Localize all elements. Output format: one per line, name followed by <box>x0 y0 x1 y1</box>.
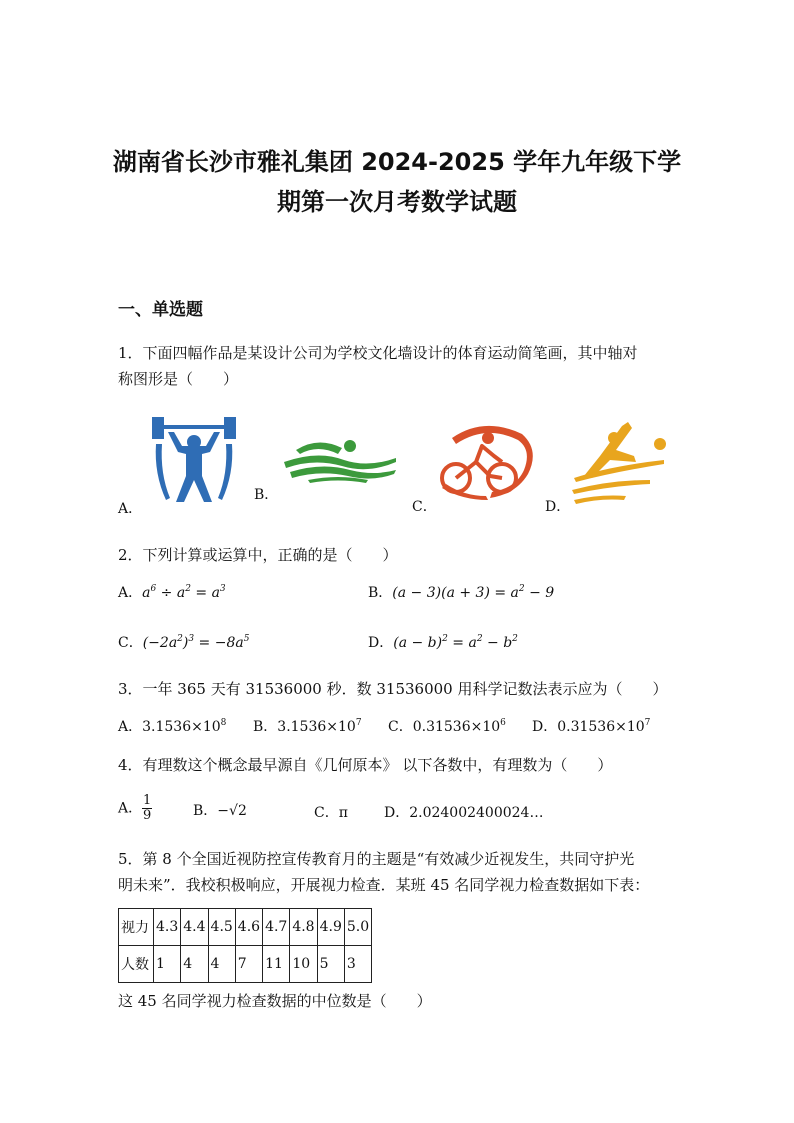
volleyball-player-icon <box>570 420 670 504</box>
q4-option-a <box>118 794 152 823</box>
table-row <box>119 909 372 946</box>
q2-option-a <box>118 582 226 602</box>
q2-option-b-label: B． <box>368 585 393 601</box>
document-title-line2: 期第一次月考数学试题 <box>277 188 517 216</box>
q2-option-c-formula: $(-2a^2)^3 = -8a^5$ <box>142 634 250 651</box>
table-cell: 5 <box>317 946 344 983</box>
q1-option-a-label: A． <box>118 501 143 517</box>
q3-option-b-exponent: 7 <box>355 718 362 728</box>
question-4-stem: 4．有理数这个概念最早源自《几何原本》 以下各数中，有理数为（ ） <box>118 756 613 774</box>
q3-option-d-exponent: 7 <box>644 718 651 728</box>
q4-option-a-numerator: 1 <box>142 793 152 808</box>
table-cell: 7 <box>235 946 262 983</box>
question-2-stem: 2．下列计算或运算中，正确的是（ ） <box>118 546 398 564</box>
q3-option-b <box>253 716 362 736</box>
q3-option-a <box>118 716 226 736</box>
q2-option-d <box>368 632 518 652</box>
q2-option-d-label: D． <box>368 635 394 651</box>
q3-option-a-base: A．3.1536×10 <box>118 719 221 735</box>
table-cell: 4.8 <box>290 909 317 946</box>
cyclist-icon <box>432 418 538 502</box>
question-5-question: 这 45 名同学视力检查数据的中位数是（ ） <box>118 992 432 1010</box>
section-heading: 一、单选题 <box>118 300 203 320</box>
weightlifter-icon <box>148 414 240 506</box>
q4-option-b <box>193 800 247 820</box>
question-3-stem: 3．一年 365 天有 31536000 秒．数 31536000 用科学记数法表示应为（ ） <box>118 680 668 698</box>
q2-option-d-formula: $(a - b)^2 = a^2 - b^2$ <box>393 634 518 651</box>
table-cell: 4.4 <box>181 909 208 946</box>
q2-option-c <box>118 632 249 652</box>
question-5-line2: 明未来”．我校积极响应，开展视力检查．某班 45 名同学视力检查数据如下表： <box>118 876 650 894</box>
table-cell: 5.0 <box>344 909 371 946</box>
q4-option-c: C．π <box>314 805 348 821</box>
q3-option-c-base: C．0.31536×10 <box>388 719 501 735</box>
table-cell: 4.7 <box>263 909 290 946</box>
table-cell: 3 <box>344 946 371 983</box>
q4-option-a-fraction <box>142 794 152 823</box>
q4-option-b-value: −√2 <box>217 803 247 819</box>
table-cell: 4.5 <box>208 909 235 946</box>
table-cell: 视力 <box>119 909 154 946</box>
q3-option-d <box>532 716 650 736</box>
question-1-line1: 1．下面四幅作品是某设计公司为学校文化墙设计的体育运动简笔画，其中轴对 <box>118 344 638 362</box>
table-cell: 4 <box>208 946 235 983</box>
q3-option-b-base: B．3.1536×10 <box>253 719 356 735</box>
q2-option-c-label: C． <box>118 635 143 651</box>
table-cell: 11 <box>263 946 290 983</box>
q1-option-b-label: B． <box>254 487 279 503</box>
q4-option-a-label: A． <box>118 800 143 817</box>
table-cell: 4 <box>181 946 208 983</box>
table-cell: 4.9 <box>317 909 344 946</box>
q3-option-d-base: D．0.31536×10 <box>532 719 645 735</box>
q3-option-c <box>388 716 506 736</box>
question-1-line2: 称图形是（ ） <box>118 370 239 388</box>
table-row <box>119 946 372 983</box>
q4-option-d: D．2.024002400024… <box>384 805 544 821</box>
table-cell: 1 <box>154 946 181 983</box>
document-title-line1: 湖南省长沙市雅礼集团 2024-2025 学年九年级下学 <box>112 148 682 176</box>
q3-option-c-exponent: 6 <box>500 718 506 728</box>
vision-data-table <box>118 908 372 983</box>
q4-option-a-denominator: 9 <box>142 808 152 823</box>
q3-option-a-exponent: 8 <box>220 718 227 728</box>
question-5-line1: 5．第 8 个全国近视防控宣传教育月的主题是“有效减少近视发生，共同守护光 <box>118 850 635 868</box>
table-cell: 4.3 <box>154 909 181 946</box>
q1-option-c-label: C． <box>412 499 437 515</box>
table-cell: 人数 <box>119 946 154 983</box>
table-cell: 4.6 <box>235 909 262 946</box>
q2-option-b <box>368 582 554 602</box>
q1-option-d-label: D． <box>545 499 571 515</box>
q2-option-b-formula: $(a - 3)(a + 3) = a^2 - 9$ <box>392 584 555 601</box>
q2-option-a-label: A． <box>118 585 143 601</box>
q4-option-b-label: B． <box>193 803 218 819</box>
table-cell: 10 <box>290 946 317 983</box>
q2-option-a-formula: $a^6 \div a^2 = a^3$ <box>142 584 226 601</box>
swimmer-icon <box>278 432 402 484</box>
